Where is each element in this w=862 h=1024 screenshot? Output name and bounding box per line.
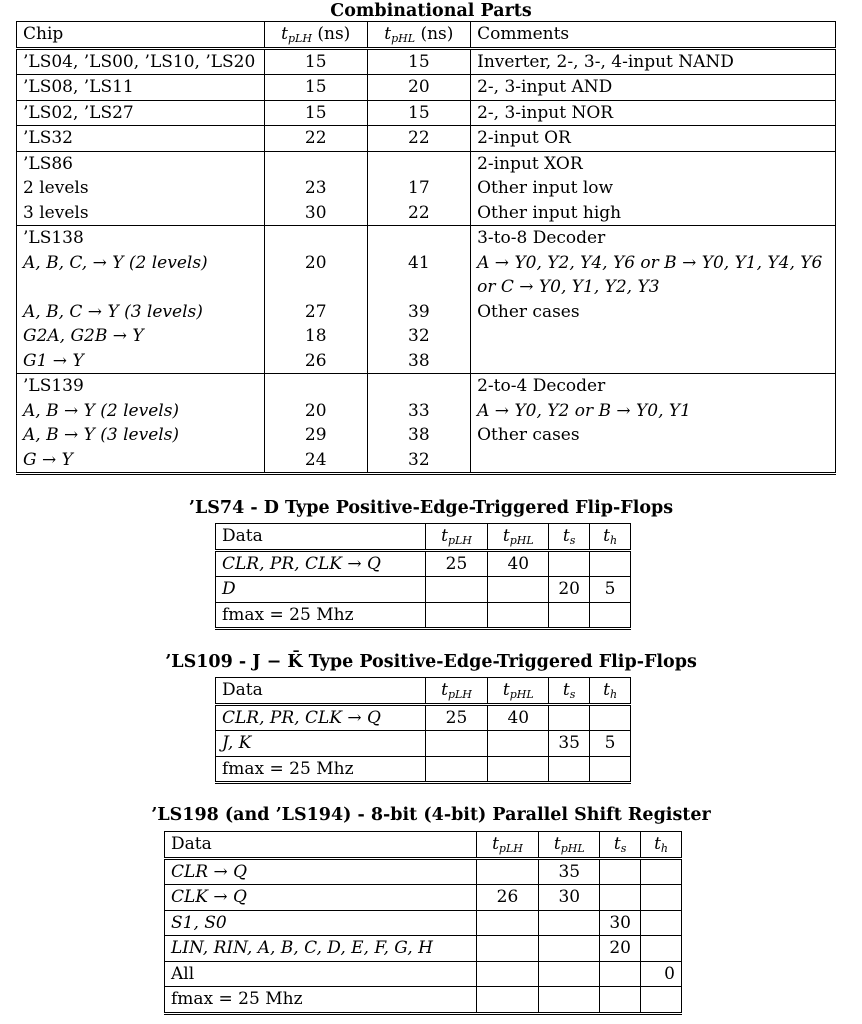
header-ts: $t_s$ — [549, 524, 590, 551]
data-cell: CLK → Q — [165, 885, 477, 911]
line: 2 levels — [23, 178, 89, 198]
header-ts: $t_s$ — [549, 678, 590, 705]
table-row — [17, 48, 836, 75]
ls198-title: ’LS198 (and ’LS194) - 8-bit (4-bit) Parallel Shift Register — [151, 805, 711, 825]
line: ’LS86 — [23, 153, 73, 174]
table-row — [165, 936, 682, 962]
header-th: $t_h$ — [590, 678, 631, 705]
table-row — [216, 704, 631, 731]
table-row — [165, 885, 682, 911]
header-tplh: $t_{pLH}$ — [425, 524, 488, 551]
header-data: Data — [216, 524, 426, 551]
line: 18 — [304, 326, 327, 346]
line: A, B → Y (2 levels) — [23, 400, 180, 421]
tplh-cell: 15 — [264, 48, 367, 75]
th-cell: 0 — [641, 961, 682, 987]
line: 38 — [408, 425, 430, 445]
tplh-cell: 25 — [425, 550, 488, 577]
line: G1 → Y — [23, 350, 84, 371]
chip-cell: ’LS02, ’LS27 — [17, 100, 265, 126]
tplh-cell: 22 — [264, 126, 367, 152]
table-row-ls86 — [17, 151, 836, 226]
ts-cell — [549, 704, 590, 731]
tphl-cell: 40 — [488, 704, 549, 731]
comment-cell: 2-, 3-input NOR — [471, 100, 836, 126]
header-tphl: $t_{pHL}$ — [488, 678, 549, 705]
th-cell — [641, 910, 682, 936]
ts-cell — [600, 987, 641, 1014]
line: or C → Y0, Y1, Y2, Y3 — [477, 277, 660, 297]
tplh-cell — [425, 577, 488, 603]
header-tphl: $t_{pHL}$ — [488, 524, 549, 551]
table-row — [165, 987, 682, 1014]
line: 23 — [304, 178, 327, 198]
table-row — [17, 100, 836, 126]
table-row — [17, 126, 836, 152]
ts-cell — [600, 885, 641, 911]
ts-cell: 20 — [600, 936, 641, 962]
header-data: Data — [165, 832, 477, 859]
tplh-cell: 15 — [264, 100, 367, 126]
header-tphl: $t_{pHL}$ — [539, 832, 600, 859]
line: Other input low — [477, 178, 614, 198]
header-th: $t_h$ — [641, 832, 682, 859]
header-ts: $t_s$ — [600, 832, 641, 859]
line: 3 levels — [23, 202, 89, 223]
header-tphl: $t_{pHL}$ (ns) — [367, 22, 471, 49]
ls109-table — [215, 677, 631, 784]
header-chip: Chip — [17, 22, 265, 49]
tplh-cell — [476, 858, 539, 885]
data-cell: S1, S0 — [165, 910, 477, 936]
table-row — [216, 550, 631, 577]
line: 2-input XOR — [477, 153, 583, 174]
header-tplh: $t_{pLH}$ — [476, 832, 539, 859]
chip-cell — [17, 226, 265, 374]
table-row — [216, 577, 631, 603]
tplh-cell: 25 — [425, 704, 488, 731]
line: A, B, C, → Y (2 levels) — [23, 252, 208, 273]
line: 22 — [408, 202, 430, 223]
line: 39 — [408, 301, 430, 322]
ls198-header-row — [165, 832, 682, 859]
th-cell — [641, 858, 682, 885]
table-row-ls139 — [17, 374, 836, 474]
ts-cell: 35 — [549, 731, 590, 757]
data-cell: CLR, PR, CLK → Q — [216, 704, 426, 731]
comment-cell: 2-input OR — [471, 126, 836, 152]
line: 32 — [408, 326, 430, 346]
ts-cell: 20 — [549, 577, 590, 603]
tphl-cell: 40 — [488, 550, 549, 577]
line: 30 — [304, 202, 327, 223]
data-cell: CLR → Q — [165, 858, 477, 885]
line: 41 — [408, 252, 430, 273]
combinational-title: Combinational Parts — [330, 1, 532, 21]
tphl-cell — [539, 987, 600, 1014]
table-row — [165, 910, 682, 936]
comment-cell — [471, 374, 836, 474]
line: A, B → Y (3 levels) — [23, 425, 180, 445]
ts-cell — [600, 961, 641, 987]
ts-cell — [549, 602, 590, 629]
tplh-cell — [264, 374, 367, 474]
chip-cell: ’LS08, ’LS11 — [17, 75, 265, 101]
table-row-ls138 — [17, 226, 836, 374]
tphl-cell — [367, 374, 471, 474]
th-cell — [590, 602, 631, 629]
table-row — [17, 75, 836, 101]
ts-cell — [549, 756, 590, 783]
data-cell: fmax = 25 Mhz — [216, 756, 426, 783]
tphl-cell — [488, 602, 549, 629]
tphl-cell — [539, 961, 600, 987]
th-cell — [590, 704, 631, 731]
ls74-title: ’LS74 - D Type Positive-Edge-Triggered Flip-Flops — [188, 498, 674, 518]
chip-cell: ’LS04, ’LS00, ’LS10, ’LS20 — [17, 48, 265, 75]
tphl-cell: 22 — [367, 126, 471, 152]
header-comments: Comments — [471, 22, 836, 49]
header-data: Data — [216, 678, 426, 705]
tphl-cell — [488, 577, 549, 603]
tplh-cell: 15 — [264, 75, 367, 101]
data-cell: All — [165, 961, 477, 987]
ls74-table — [215, 523, 631, 630]
line: G2A, G2B → Y — [23, 326, 144, 346]
line: 2-to-4 Decoder — [477, 376, 606, 396]
tplh-cell — [264, 151, 367, 226]
data-cell: LIN, RIN, A, B, C, D, E, F, G, H — [165, 936, 477, 962]
tphl-cell: 30 — [539, 885, 600, 911]
chip-cell — [17, 374, 265, 474]
th-cell — [641, 987, 682, 1014]
tphl-cell — [488, 756, 549, 783]
comment-cell: 2-, 3-input AND — [471, 75, 836, 101]
data-cell: J, K — [216, 731, 426, 757]
comment-cell: Inverter, 2-, 3-, 4-input NAND — [471, 48, 836, 75]
line: 17 — [408, 178, 430, 198]
line: 3-to-8 Decoder — [477, 228, 606, 248]
th-cell — [641, 885, 682, 911]
line: 32 — [408, 449, 430, 470]
line: 20 — [304, 252, 327, 273]
tphl-cell: 20 — [367, 75, 471, 101]
line: 29 — [304, 425, 327, 445]
header-tplh: $t_{pLH}$ — [425, 678, 488, 705]
table-row — [216, 602, 631, 629]
tplh-cell — [425, 756, 488, 783]
line: 20 — [304, 400, 327, 421]
tplh-cell: 26 — [476, 885, 539, 911]
header-tplh: $t_{pLH}$ (ns) — [264, 22, 367, 49]
data-cell: fmax = 25 Mhz — [165, 987, 477, 1014]
tphl-cell — [367, 151, 471, 226]
line: 38 — [408, 350, 430, 371]
data-cell: fmax = 25 Mhz — [216, 602, 426, 629]
line: A → Y0, Y2 or B → Y0, Y1 — [477, 400, 691, 421]
line: A → Y0, Y2, Y4, Y6 or B → Y0, Y1, Y4, Y6 — [477, 252, 823, 273]
tplh-cell — [425, 602, 488, 629]
line: 27 — [304, 301, 327, 322]
ls198-table — [164, 831, 682, 1015]
tplh-cell — [264, 226, 367, 374]
line: ’LS139 — [23, 376, 84, 396]
tphl-cell — [539, 910, 600, 936]
tphl-cell: 35 — [539, 858, 600, 885]
ls109-header-row — [216, 678, 631, 705]
th-cell: 5 — [590, 731, 631, 757]
tphl-cell: 15 — [367, 48, 471, 75]
tplh-cell — [476, 936, 539, 962]
table-row — [216, 731, 631, 757]
comment-cell — [471, 226, 836, 374]
th-cell — [590, 756, 631, 783]
th-cell — [590, 550, 631, 577]
ls74-header-row — [216, 524, 631, 551]
tphl-cell — [367, 226, 471, 374]
data-cell: CLR, PR, CLK → Q — [216, 550, 426, 577]
tphl-cell: 15 — [367, 100, 471, 126]
data-cell: D — [216, 577, 426, 603]
chip-cell — [17, 151, 265, 226]
ls109-title: ’LS109 - J − K̄ Type Positive-Edge-Triggered Flip-Flops — [165, 652, 697, 672]
tplh-cell — [476, 910, 539, 936]
ts-cell — [600, 858, 641, 885]
line: G → Y — [23, 449, 73, 470]
tphl-cell — [539, 936, 600, 962]
ts-cell: 30 — [600, 910, 641, 936]
combinational-table — [16, 21, 836, 475]
line: Other cases — [477, 425, 580, 445]
tplh-cell — [425, 731, 488, 757]
line: ’LS138 — [23, 228, 84, 248]
line: 24 — [304, 449, 327, 470]
tplh-cell — [476, 987, 539, 1014]
line: Other input high — [477, 202, 622, 223]
chip-cell: ’LS32 — [17, 126, 265, 152]
line: 33 — [408, 400, 430, 421]
line: A, B, C → Y (3 levels) — [23, 301, 203, 322]
comment-cell — [471, 151, 836, 226]
table-row — [216, 756, 631, 783]
tphl-cell — [488, 731, 549, 757]
tplh-cell — [476, 961, 539, 987]
header-th: $t_h$ — [590, 524, 631, 551]
table-row — [165, 858, 682, 885]
table-row — [165, 961, 682, 987]
th-cell: 5 — [590, 577, 631, 603]
combinational-header-row — [17, 22, 836, 49]
ts-cell — [549, 550, 590, 577]
line: Other cases — [477, 301, 580, 322]
line: 26 — [304, 350, 327, 371]
th-cell — [641, 936, 682, 962]
